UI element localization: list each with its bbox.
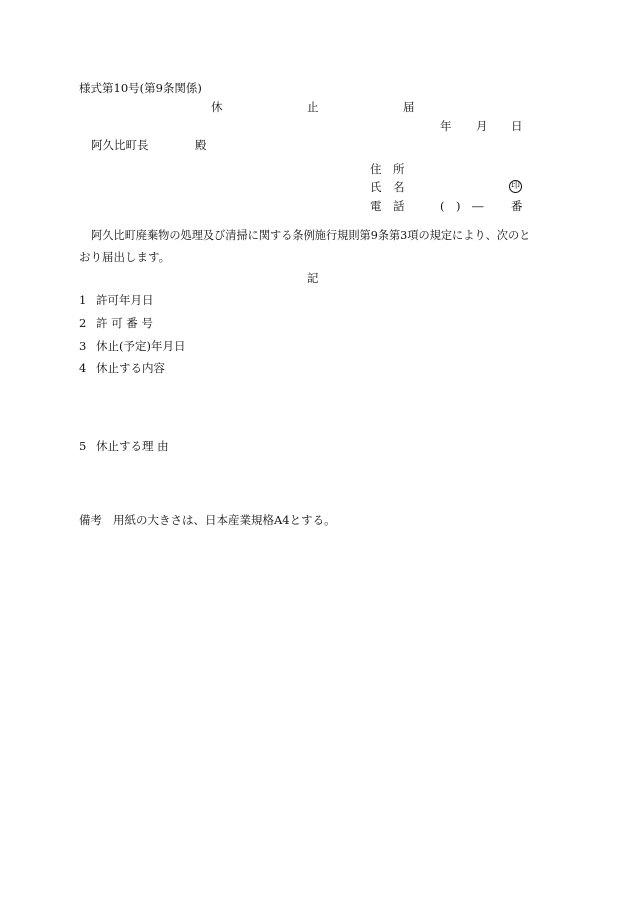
addressee-name: 阿久比町長 xyxy=(91,138,149,152)
date-year: 年 xyxy=(440,119,452,133)
item-3-label: 休止(予定)年月日 xyxy=(96,339,186,353)
body-line-2: おり届出します。 xyxy=(79,250,171,264)
body-line-1: 阿久比町廃棄物の処理及び清掃に関する条例施行規則第9条第3項の規定により、次のと xyxy=(91,229,531,242)
note-heading: 記 xyxy=(307,271,319,285)
address-label: 住 所 xyxy=(370,162,405,176)
phone-suffix: 番 xyxy=(511,199,523,213)
item-1-number: 1 xyxy=(79,293,87,307)
remarks-text: 用紙の大きさは、日本産業規格A4とする。 xyxy=(113,513,336,527)
item-2-number: 2 xyxy=(79,316,87,330)
item-5-number: 5 xyxy=(79,439,87,453)
name-label: 氏 名 xyxy=(370,180,405,194)
item-4-number: 4 xyxy=(79,361,87,375)
item-2-label: 許 可 番 号 xyxy=(96,316,153,330)
item-5-label: 休止する理 由 xyxy=(96,439,169,453)
item-3-number: 3 xyxy=(79,339,87,353)
date-day: 日 xyxy=(511,119,523,133)
item-1-label: 許可年月日 xyxy=(96,293,154,307)
title-char-2: 止 xyxy=(307,100,319,114)
title-char-3: 届 xyxy=(403,100,415,114)
remarks-label: 備考 xyxy=(79,513,102,527)
item-4-label: 休止する内容 xyxy=(96,361,165,375)
form-number: 様式第10号(第9条関係) xyxy=(79,81,202,95)
phone-label: 電 話 xyxy=(370,199,405,213)
seal-mark: 印 xyxy=(510,181,520,191)
phone-format: ( ) ― xyxy=(440,199,484,213)
addressee-honorific: 殿 xyxy=(195,138,207,152)
title-char-1: 休 xyxy=(211,100,223,114)
date-month: 月 xyxy=(476,119,488,133)
